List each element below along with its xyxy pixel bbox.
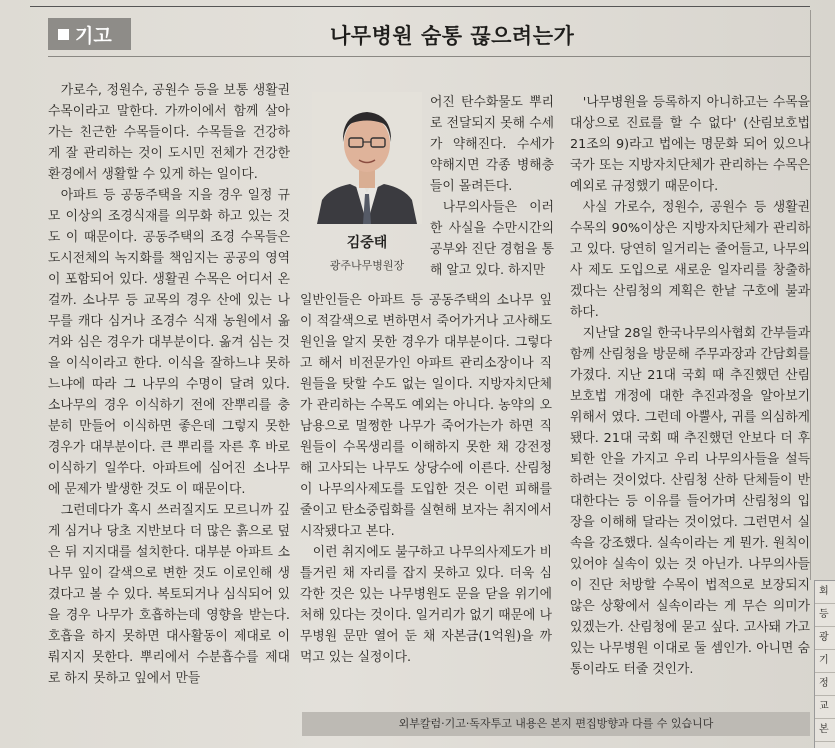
article-column-2-top [430, 92, 554, 281]
paragraph: 일반인들은 아파트 등 공동주택의 소나무 잎이 적갈색으로 변하면서 죽어가거나 고사해도 원인을 알지 못한 경우가 대부분이다. 그렇다고 해서 비전문가인 아파트 관리소장이나 직원들을 탓할 수도 없는 일이다. 지방자치단체가 관리하는 수목도 예외는 아니다. 농약의 오남용으로 멀쩡한 나무가 죽어가는가 하면 직원들이 수목생리를 이해하지 못한 채 강전정해 고사되는 나무도 상당수에 이른다. 산림청이 나무의사제도를 도입한 것은 이런 피해를 줄이고 탄소중립화를 실현해 보자는 취지에서 시작됐다고 본다. [300, 293, 552, 539]
paragraph: 이런 취지에도 불구하고 나무의사제도가 비틀거린 채 자리를 잡지 못하고 있다. 더욱 심각한 것은 있는 나무병원도 문을 닫을 위기에 처해 있다는 것이다. 일거리가 없기 때문에 나무병원 문만 열어 둔 채 자본금(1억원)을 까먹고 있는 실정이다. [300, 545, 552, 665]
headline-rule [48, 56, 810, 57]
section-tab [48, 18, 131, 50]
side-box-line: 본 [815, 719, 835, 742]
side-box-line: 광 [815, 627, 835, 650]
side-box-line: 기 [815, 650, 835, 673]
paragraph: 그런데다가 혹시 쓰러질지도 모르니까 깊게 심거나 당초 지반보다 더 많은 흙으로 덮은 뒤 지지대를 설치한다. 대부분 아파트 소나무 잎이 갈색으로 변한 것도 이로인해 생겼다고 볼 수 있다. 복토되거나 심식되어 있을 경우 나무가 호흡하는데 영향을 받는다. 호흡을 하지 못하면 대사활동이 제대로 이뤄지지 못한다. 뿌리에서 수분흡수를 제대로 하지 못하고 잎에서 만들 [48, 503, 290, 686]
author-name: 김중태 [346, 235, 388, 251]
article-column-2-bottom [300, 290, 552, 668]
disclaimer-note: 외부칼럼·기고·독자투고 내용은 본지 편집방향과 다를 수 있습니다 [302, 712, 810, 736]
side-box-line: 교 [815, 696, 835, 719]
article-column-3 [570, 92, 810, 680]
side-box-line: 등 [815, 604, 835, 627]
author-title: 광주나무병원장 [329, 259, 405, 272]
author-portrait-icon [312, 92, 422, 224]
column-divider [810, 10, 811, 580]
article-column-1 [48, 80, 290, 689]
paragraph: 나무의사들은 이러한 사실을 수만시간의 공부와 진단 경험을 통해 알고 있다. 하지만 [430, 200, 554, 278]
paragraph: '나무병원을 등록하지 아니하고는 수목을 대상으로 진료를 할 수 없다' (산림보호법 21조의 9)라고 법에는 명문화 되어 있으나 국가 또는 지방자치단체가 관리하는 수목은 예외로 규정했기 때문이다. [570, 95, 810, 194]
headline: 나무병원 숨통 끊으려는가 [330, 23, 575, 48]
paragraph: 지난달 28일 한국나무의사협회 간부들과 함께 산림청을 방문해 주무과장과 간담회를 가졌다. 지난 21대 국회 때 추진했던 산림보호법 개정에 대한 추진과정을 알아보기 위해서 였다. 그런데 아뿔사, 귀를 의심하게 됐다. 21대 국회 때 추진했던 안보다 더 후퇴한 안을 가지고 우리 나무의사들을 설득하려는 것이었다. 산림청 산하 단체들이 반대한다는 등 이유를 들어가며 산림청의 입장을 이해해 달라는 것이었다. 그런면서 실속을 강조했다. 실속이라는 게 뭔가. 원칙이 있어야 실속이 있는 것 아닌가. 나무의사들이 진단 처방할 수목이 법적으로 보장되지 않은 상황에서 실속이라는 게 무슨 의미가 있겠는가. 산림청에 묻고 싶다. 고사돼 가고 있는 나무병원 이대로 둘 셈인가. 아니면 숨통이라도 터줄 것인가. [570, 326, 810, 677]
side-box-line: 정 [815, 673, 835, 696]
top-rule [30, 6, 810, 7]
section-label: 기고 [75, 24, 112, 47]
paragraph: 어진 탄수화물도 뿌리로 전달되지 못해 수세가 약해진다. 수세가 약해지면 각종 병해충들이 몰려든다. [430, 95, 554, 194]
adjacent-article-box [814, 580, 835, 748]
paragraph: 사실 가로수, 정원수, 공원수 등 생활권 수목의 90%이상은 지방자치단체가 관리하고 있다. 당연히 일거리는 줄어들고, 나무의사 제도 도입으로 새로운 일자리를 창출하겠다는 산림청의 계획은 한낱 구호에 불과하다. [570, 200, 810, 320]
paragraph: 아파트 등 공동주택을 지을 경우 일정 규모 이상의 조경식재를 의무화 하고 있는 것도 이 때문이다. 공동주택의 조경 수목들은 도시전체의 녹지화를 책임지는 공공의 영역이 포함되어 있다. 생활권 수목은 어디서 온 걸까. 소나무 등 교목의 경우 산에 있는 나무를 캐다 심거나 조경수 식재 농원에서 옮겨와 심은 경우가 대부분이다. 옮겨 심는 것을 이식이라고 한다. 이식을 잘하느냐 못하느냐에 따라 그 나무의 수명이 달려 있다. 소나무의 경우 이식하기 전에 잔뿌리를 충분히 만들어 이식하면 좋은데 그렇지 못한 경우가 대부분이다. 큰 뿌리를 자른 후 바로 이식하기 일쑤다. 아파트에 심어진 소나무에 문제가 발생한 것도 이 때문이다. [48, 188, 290, 497]
author-photo [312, 92, 422, 224]
side-box-line: 회 [815, 581, 835, 604]
square-bullet-icon [58, 29, 69, 40]
paragraph: 가로수, 정원수, 공원수 등을 보통 생활권수목이라고 말한다. 가까이에서 함께 살아가는 친근한 수목들이다. 수목들을 건강하게 잘 관리하는 것이 도시민 전체가 건강한 환경에서 생활할 수 있게 하는 일이다. [48, 83, 290, 182]
